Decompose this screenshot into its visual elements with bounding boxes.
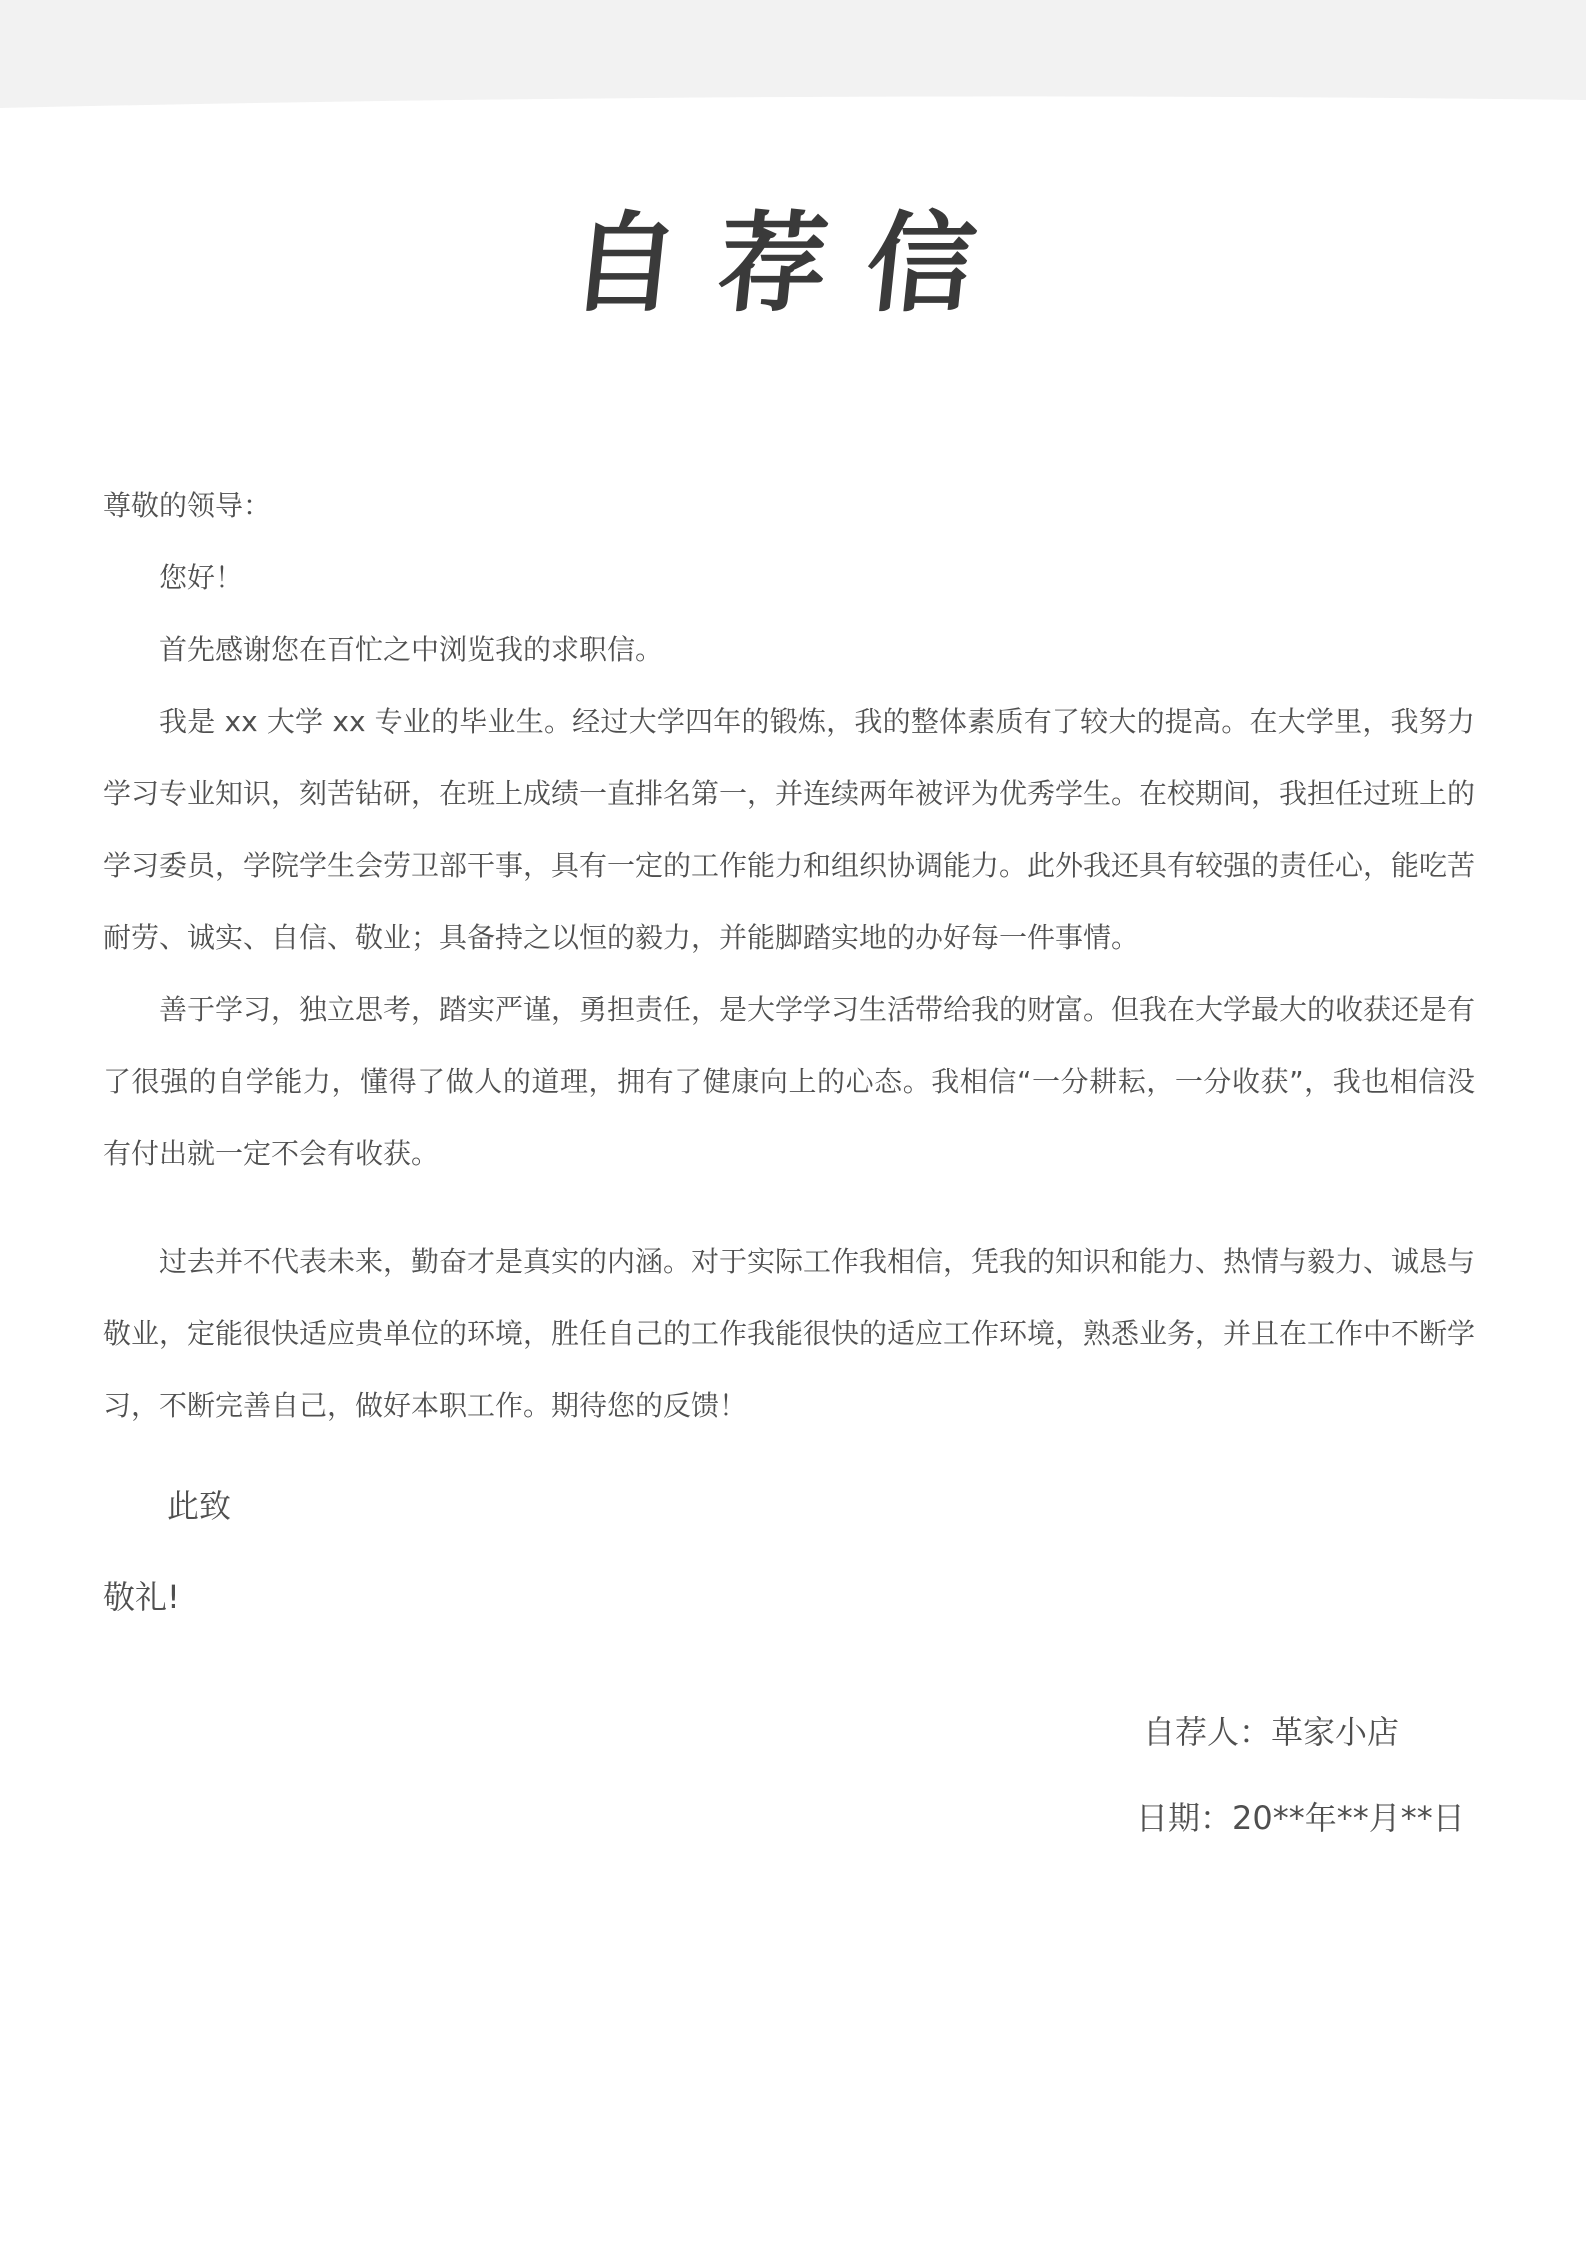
greeting: 您好！ [159,561,244,594]
paragraph-2: 我是 xx 大学 xx 专业的毕业生。经过大学四年的锻炼，我的整体素质有了较大的提高。在大学里，我努力学习专业知识，刻苦钻研，在班上成绩一直排名第一，并连续两年被评为优秀学生。在校期间，我担任过班上的学习委员，学院学生会劳卫部干事，具有一定的工作能力和组织协调能力。此外我还具有较强的责任心，能吃苦耐劳、诚实、自信、敬业；具备持之以恒的毅力，并能脚踏实地的办好每一件事情。 [103,705,1476,954]
page-title: 自荐信 [564,201,1022,327]
closing-salute: 敬礼! [103,1578,180,1616]
letter-body [103,470,1475,1442]
paragraph-3: 善于学习，独立思考，踏实严谨，勇担责任，是大学学习生活带给我的财富。但我在大学最大的收获还是有了很强的自学能力，懂得了做人的道理，拥有了健康向上的心态。我相信“一分耕耘，一分收获”，我也相信没有付出就一定不会有收获。 [103,993,1476,1170]
paragraph-1: 首先感谢您在百忙之中浏览我的求职信。 [159,633,664,666]
top-decorative-band [0,0,1586,130]
paragraph-4: 过去并不代表未来，勤奋才是真实的内涵。对于实际工作我相信，凭我的知识和能力、热情与毅力、诚恳与敬业，定能很快适应贵单位的环境，胜任自己的工作我能很快的适应工作环境，熟悉业务，并且在工作中不断学习，不断完善自己，做好本职工作。期待您的反馈！ [103,1245,1476,1422]
signature: 自荐人：革家小店 [1143,1713,1400,1751]
signature-date: 日期：20**年**月**日 [1136,1799,1465,1837]
closing-phrase: 此致 [167,1487,232,1525]
salutation: 尊敬的领导： [103,489,272,522]
